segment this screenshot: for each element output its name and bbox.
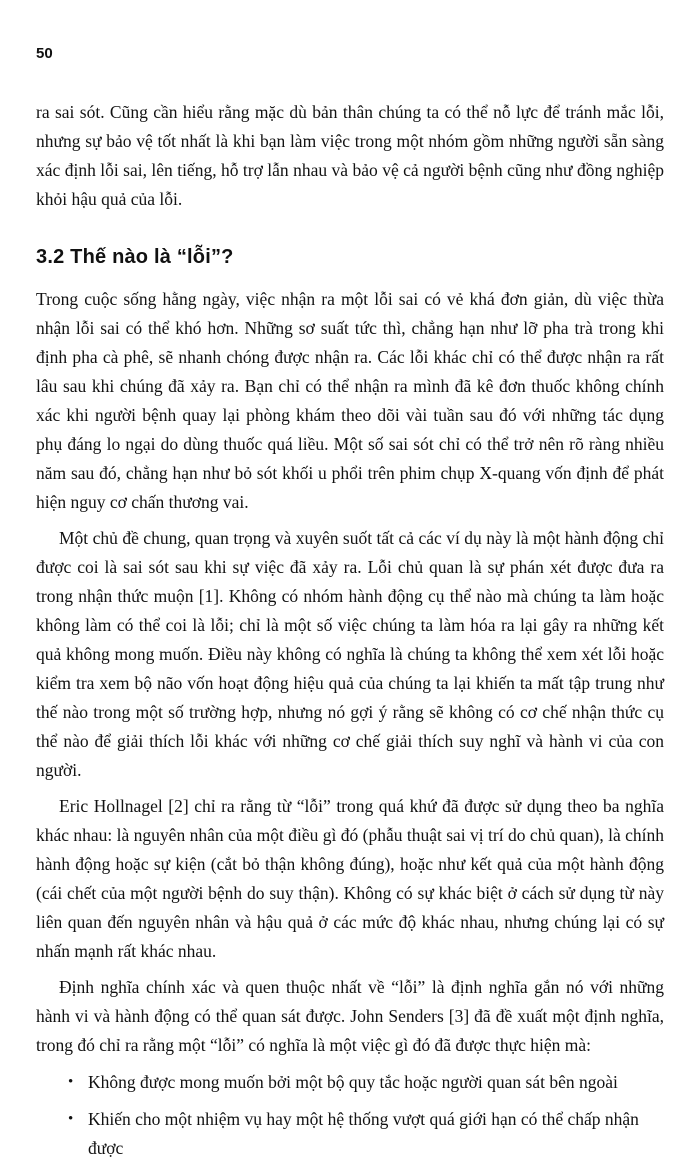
page-number: 50 xyxy=(36,45,53,62)
list-item xyxy=(36,1068,664,1097)
section-heading: 3.2 Thế nào là “lỗi”? xyxy=(36,246,234,268)
paragraph: Eric Hollnagel [2] chỉ ra rằng từ “lỗi” trong quá khứ đã được sử dụng theo ba nghĩa khác nhau: là nguyên nhân của một điều gì đó (phẫu thuật sai vị trí do chủ quan), là chính hành động hoặc sự kiện (cắt bỏ thận không đúng), hoặc như kết quả của một hành động (cái chết của một người bệnh do suy thận). Không có sự khác biệt ở cách sử dụng từ này liên quan đến nguyên nhân và hậu quả ở các mức độ khác nhau, nhưng chúng lại có sự nhấn mạnh rất khác nhau. xyxy=(36,796,664,961)
paragraph: Định nghĩa chính xác và quen thuộc nhất về “lỗi” là định nghĩa gắn nó với những hành vi và hành động có thể quan sát được. John Senders [3] đã đề xuất một định nghĩa, trong đó chỉ ra rằng một “lỗi” có nghĩa là một việc gì đó đã được thực hiện mà: xyxy=(36,977,664,1055)
paragraph: Trong cuộc sống hằng ngày, việc nhận ra một lỗi sai có vẻ khá đơn giản, dù việc thừa nhận lỗi sai có thể khó hơn. Những sơ suất tức thì, chẳng hạn như lỡ pha trà trong khi định pha cà phê, sẽ nhanh chóng được nhận ra. Các lỗi khác chỉ có thể được nhận ra rất lâu sau khi chúng đã xảy ra. Bạn chỉ có thể nhận ra mình đã kê đơn thuốc không chính xác khi người bệnh quay lại phòng khám theo dõi vài tuần sau đó với những tác dụng phụ đáng lo ngại do dùng thuốc quá liều. Một số sai sót chỉ có thể trở nên rõ ràng nhiều năm sau đó, chẳng hạn như bỏ sót khối u phổi trên phim chụp X-quang vốn định để phát hiện nguy cơ chấn thương vai. xyxy=(36,289,664,512)
paragraph-continuation: ra sai sót. Cũng cần hiểu rằng mặc dù bản thân chúng ta có thể nỗ lực để tránh mắc lỗi, nhưng sự bảo vệ tốt nhất là khi bạn làm việc trong một nhóm gồm những người sẵn sàng xác định lỗi sai, lên tiếng, hỗ trợ lẫn nhau và bảo vệ cả người bệnh cũng như đồng nghiệp khỏi hậu quả của lỗi. xyxy=(36,102,664,209)
list-item-text: Không được mong muốn bởi một bộ quy tắc hoặc người quan sát bên ngoài xyxy=(88,1072,618,1092)
paragraph: Một chủ đề chung, quan trọng và xuyên suốt tất cả các ví dụ này là một hành động chỉ được coi là sai sót sau khi sự việc đã xảy ra. Lỗi chủ quan là sự phán xét được đưa ra trong nhận thức muộn [1]. Không có nhóm hành động cụ thể nào mà chúng ta làm hoặc không làm có thể coi là lỗi; chỉ là một số việc chúng ta làm hóa ra lại gây ra những kết quả không mong muốn. Điều này không có nghĩa là chúng ta không thể xem xét lỗi hoặc kiểm tra xem bộ não vốn hoạt động hiệu quả của chúng ta lại khiến ta mất tập trung như thế nào trong một số trường hợp, nhưng nó gợi ý rằng sẽ không có cơ chế nhận thức cụ thể nào để giải thích lỗi khác với những cơ chế giải thích suy nghĩ và hành vi của con người. xyxy=(36,528,664,780)
list-item-text: Khiến cho một nhiệm vụ hay một hệ thống vượt quá giới hạn có thể chấp nhận được xyxy=(88,1109,639,1158)
bullet-list xyxy=(36,1068,664,1163)
list-item xyxy=(36,1105,664,1163)
bullet-icon: • xyxy=(68,1111,74,1127)
bullet-icon: • xyxy=(68,1074,74,1090)
